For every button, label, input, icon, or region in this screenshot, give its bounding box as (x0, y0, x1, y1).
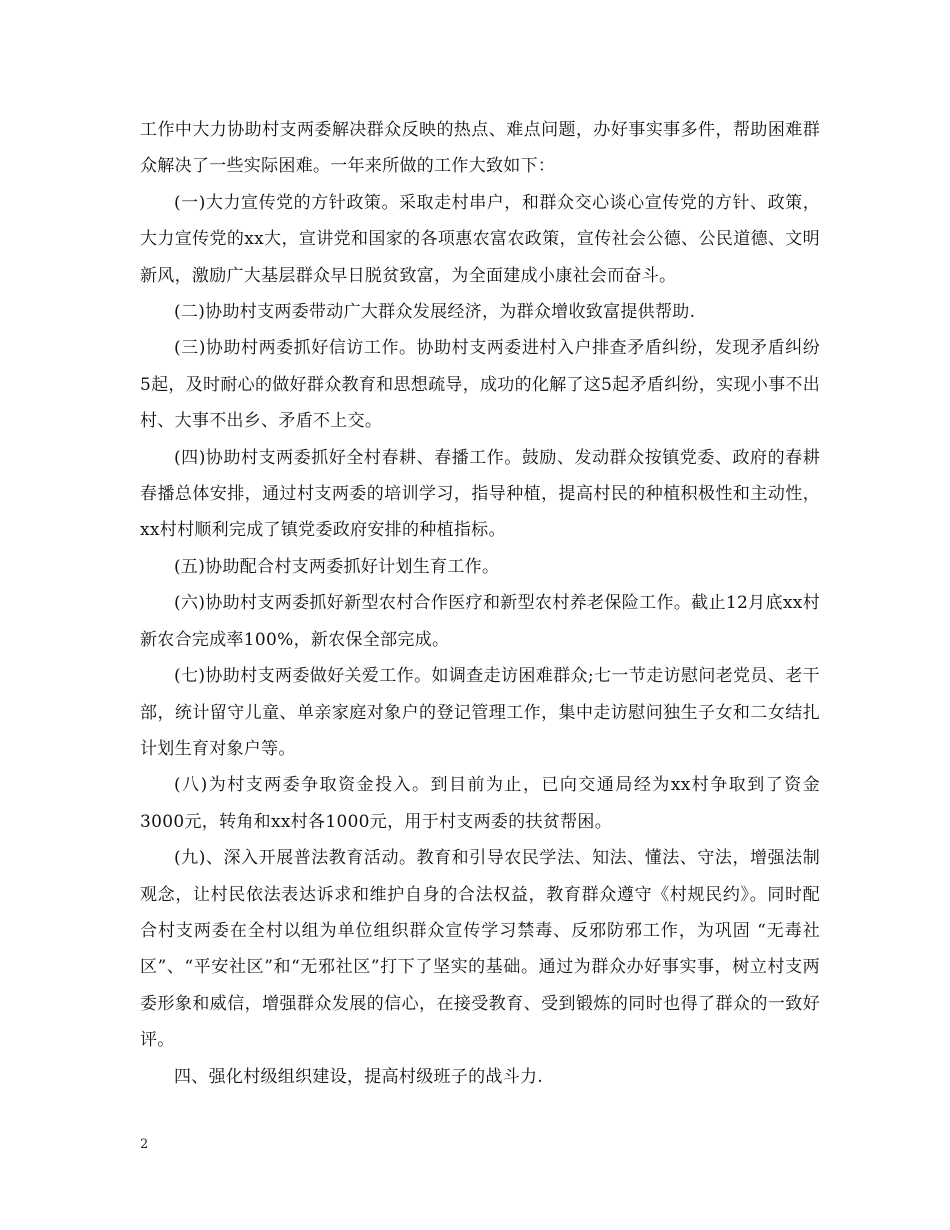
page-number: 2 (140, 1137, 149, 1152)
document-body (140, 112, 820, 1095)
paragraph-item-6-insurance: (六)协助村支两委抓好新型农村合作医疗和新型农村养老保险工作。截止12月底xx村新农合完成率100%，新农保全部完成。 (140, 593, 820, 650)
paragraph-item-1-propaganda: (一)大力宣传党的方针政策。采取走村串户，和群众交心谈心宣传党的方针、政策，大力宣传党的xx大，宣讲党和国家的各项惠农富农政策，宣传社会公德、公民道德、文明新风，激励广大基层群众早日脱贫致富，为全面建成小康社会而奋斗。 (140, 192, 820, 286)
paragraph-item-7-care-work: (七)协助村支两委做好关爱工作。如调查走访困难群众;七一节走访慰问老党员、老干部，统计留守儿童、单亲家庭对象户的登记管理工作，集中走访慰问独生子女和二女结扎计划生育对象户等。 (140, 666, 820, 759)
paragraph-item-9-legal-education: (九)、深入开展普法教育活动。教育和引导农民学法、知法、懂法、守法，增强法制观念，让村民依法表达诉求和维护自身的合法权益，教育群众遵守《村规民约》。同时配合村支两委在全村以组为单位组织群众宣传学习禁毒、反邪防邪工作，为巩固 “无毒社区”、“平安社区”和“无邪社区”打下了坚实的基础。通过为群众办好事实事，树立村支两委形象和威信，增强群众发展的信心，在接受教育、受到锻炼的同时也得了群众的一致好评。 (140, 848, 820, 1051)
paragraph-item-5-family-planning: (五)协助配合村支两委抓好计划生育工作。 (174, 556, 500, 577)
paragraph-item-4-spring-planting: (四)协助村支两委抓好全村春耕、春播工作。鼓励、发动群众按镇党委、政府的春耕春播总体安排，通过村支两委的培训学习，指导种植，提高村民的种植积极性和主动性，xx村村顺利完成了镇党委政府安排的种植指标。 (140, 447, 820, 541)
paragraph-item-3-petition: (三)协助村两委抓好信访工作。协助村支两委进村入户排查矛盾纠纷，发现矛盾纠纷5起，及时耐心的做好群众教育和思想疏导，成功的化解了这5起矛盾纠纷，实现小事不出村、大事不出乡、矛盾不上交。 (140, 338, 820, 432)
paragraph-item-2-economy: (二)协助村支两委带动广大群众发展经济，为群众增收致富提供帮助. (174, 302, 696, 323)
paragraph-item-8-funding: (八)为村支两委争取资金投入。到目前为止，已向交通局经为xx村争取到了资金3000元，转角和xx村各1000元，用于村支两委的扶贫帮困。 (140, 775, 820, 832)
intro-paragraph: 工作中大力协助村支两委解决群众反映的热点、难点问题，办好事实事多件，帮助困难群众解决了一些实际困难。一年来所做的工作大致如下： (140, 120, 820, 177)
section-heading-4: 四、强化村级组织建设，提高村级班子的战斗力. (174, 1066, 544, 1087)
